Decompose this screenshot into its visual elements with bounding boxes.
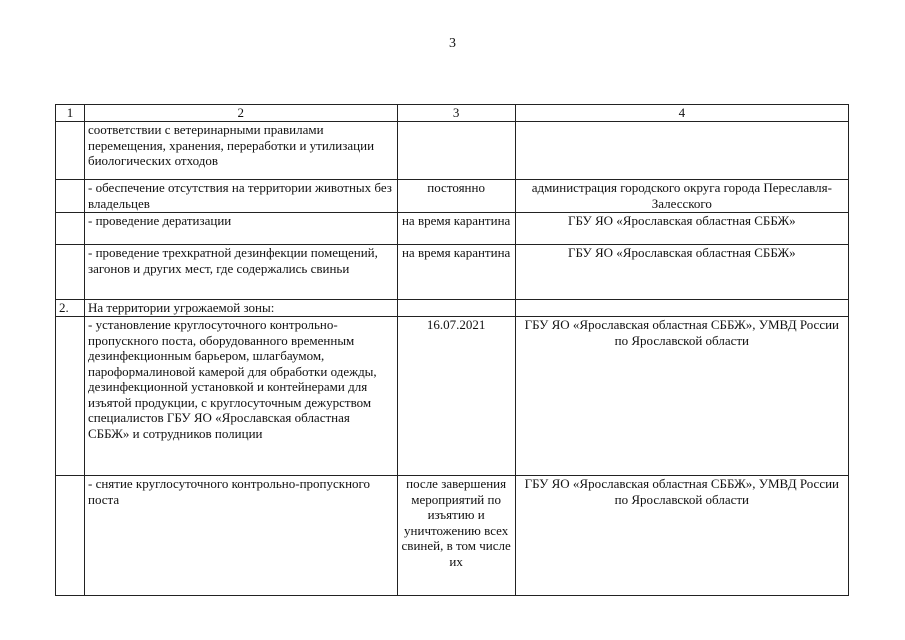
measure-period: 16.07.2021	[397, 317, 515, 476]
measure-text: - проведение трехкратной дезинфекции помещений, загонов и других мест, где содержались свиньи	[84, 245, 397, 300]
measure-period: на время карантина	[397, 245, 515, 300]
header-col-1: 1	[56, 105, 85, 122]
header-col-3: 3	[397, 105, 515, 122]
measure-text: - снятие круглосуточного контрольно-пропускного поста	[84, 476, 397, 596]
measure-text: - установление круглосуточного контрольно-пропускного поста, оборудованного временным дезинфекционным барьером, шлагбаумом, пароформалиновой камерой для обработки одежды, дезинфекционной установкой и контейнерами для изъятой продукции, с круглосуточным дежурством специалистов ГБУ ЯО «Ярославская областная СББЖ» и сотрудников полиции	[84, 317, 397, 476]
measure-text: - обеспечение отсутствия на территории животных без владельцев	[84, 180, 397, 213]
measure-period	[397, 300, 515, 317]
row-number: 2.	[56, 300, 85, 317]
row-number	[56, 122, 85, 180]
measure-period: после завершения мероприятий по изъятию и уничтожению всех свиней, в том числе их	[397, 476, 515, 596]
table-row	[56, 317, 849, 476]
measure-period: на время карантина	[397, 213, 515, 245]
measure-executor	[515, 300, 848, 317]
measure-text: соответствии с ветеринарными правилами перемещения, хранения, переработки и утилизации биологических отходов	[84, 122, 397, 180]
measures-table	[55, 104, 849, 596]
row-number	[56, 213, 85, 245]
page-number: 3	[449, 36, 456, 51]
table-row	[56, 476, 849, 596]
measure-period: постоянно	[397, 180, 515, 213]
measure-executor: ГБУ ЯО «Ярославская областная СББЖ», УМВД России по Ярославской области	[515, 476, 848, 596]
header-col-4: 4	[515, 105, 848, 122]
measure-executor: администрация городского округа города Переславля-Залесского	[515, 180, 848, 213]
table-row	[56, 245, 849, 300]
table-row	[56, 300, 849, 317]
table-row	[56, 122, 849, 180]
table-row	[56, 180, 849, 213]
row-number	[56, 317, 85, 476]
measure-executor	[515, 122, 848, 180]
measure-text: - проведение дератизации	[84, 213, 397, 245]
section-title: На территории угрожаемой зоны:	[84, 300, 397, 317]
measure-period	[397, 122, 515, 180]
measure-executor: ГБУ ЯО «Ярославская областная СББЖ»	[515, 213, 848, 245]
measure-executor: ГБУ ЯО «Ярославская областная СББЖ», УМВД России по Ярославской области	[515, 317, 848, 476]
measure-executor: ГБУ ЯО «Ярославская областная СББЖ»	[515, 245, 848, 300]
row-number	[56, 476, 85, 596]
table-header-row	[56, 105, 849, 122]
row-number	[56, 180, 85, 213]
header-col-2: 2	[84, 105, 397, 122]
table-row	[56, 213, 849, 245]
row-number	[56, 245, 85, 300]
